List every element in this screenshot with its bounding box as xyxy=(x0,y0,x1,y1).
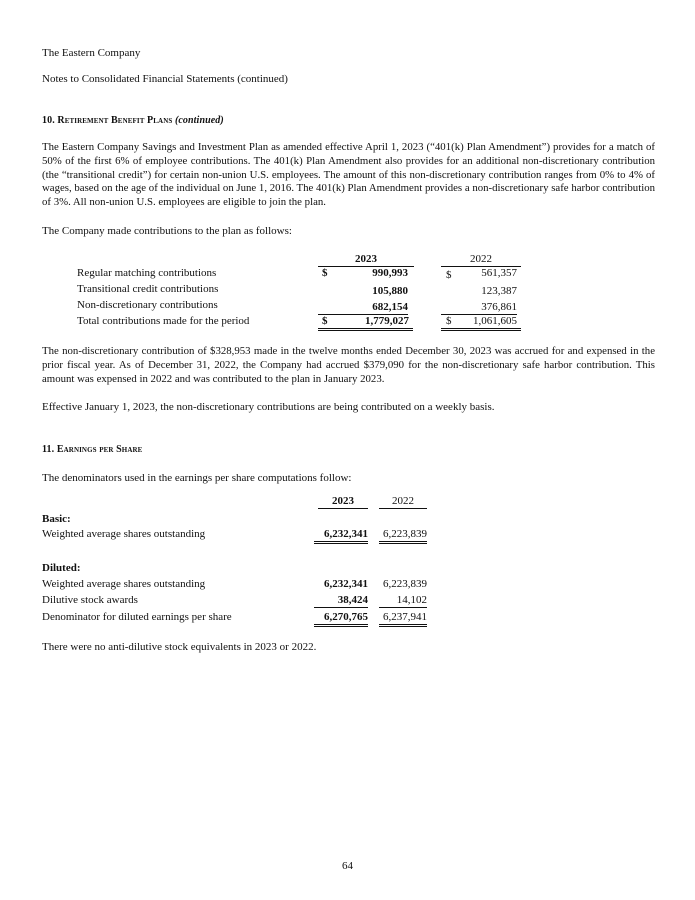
company-name: The Eastern Company xyxy=(42,47,141,59)
dollar-sign: $ xyxy=(322,267,328,279)
dollar-sign: $ xyxy=(446,269,452,281)
section-10-number: 10. xyxy=(42,115,55,126)
total-2022-cell xyxy=(441,314,521,331)
basic-label: Basic: xyxy=(42,513,71,525)
section-11-title: Earnings per Share xyxy=(56,444,143,455)
section-10-title: Retirement Benefit Plans xyxy=(57,115,173,126)
diluted-label: Diluted: xyxy=(42,562,81,574)
value-2023: 38,424 xyxy=(314,593,368,608)
value-2022: 561,357 xyxy=(481,267,517,279)
section-10-paragraph-2: The non-discretionary contribution of $328,953 made in the twelve months ended December 30, 2023 was accrued for and expensed in the prior fiscal year. As of December 31, 2022, the Company had accrued $379,090 for the non-discretionary safe harbor contribution. This amount was expensed in 2022 and was contributed to the plan in January 2023. xyxy=(42,345,655,385)
table-row-label: Non-discretionary contributions xyxy=(77,299,218,311)
value-2022: 6,237,941 xyxy=(379,610,427,627)
col-2023-header: 2023 xyxy=(318,252,414,267)
value-2023: 6,232,341 xyxy=(324,578,368,590)
value-2022: 14,102 xyxy=(379,593,427,608)
value-2023: 1,779,027 xyxy=(365,315,409,327)
value-2022: 1,061,605 xyxy=(473,315,517,327)
section-11-number: 11. xyxy=(42,444,55,455)
value-2023: 105,880 xyxy=(372,285,408,297)
value-2023: 6,270,765 xyxy=(314,610,368,627)
value-2022: 376,861 xyxy=(441,300,517,315)
value-2023: 990,993 xyxy=(372,267,408,279)
value-2023: 682,154 xyxy=(318,300,408,315)
col-2023-header: 2023 xyxy=(318,494,368,509)
dollar-sign: $ xyxy=(446,315,452,327)
total-2023-cell xyxy=(318,314,413,331)
section-10-paragraph-1: The Eastern Company Savings and Investment Plan as amended effective April 1, 2023 (“401(k) Plan Amendment”) provides for a match of 50% of the first 6% of employee contributions. The 401(k) Plan Amendment also provides for an additional non-discretionary contribution (the “transitional credit”) for certain non-union U.S. employees. The amount of this non-discretionary contribution ranges from 0% to 4% of wages, based on the age of the individual on June 1, 2016. The 401(k) Plan Amendment provides a non-discretionary safe harbor contribution of 3%. All non-union U.S. employees are eligible to join the plan. xyxy=(42,141,655,209)
table-row-label: Dilutive stock awards xyxy=(42,594,138,606)
contributions-intro: The Company made contributions to the plan as follows: xyxy=(42,225,292,237)
eps-intro: The denominators used in the earnings per share computations follow: xyxy=(42,472,352,484)
col-2022-header: 2022 xyxy=(441,252,521,267)
anti-dilutive-note: There were no anti-dilutive stock equivalents in 2023 or 2022. xyxy=(42,641,317,653)
value-2023: 6,232,341 xyxy=(314,527,368,544)
table-row-label: Transitional credit contributions xyxy=(77,283,219,295)
section-10-heading xyxy=(42,115,224,126)
section-10-suffix: (continued) xyxy=(174,115,224,126)
page-subtitle: Notes to Consolidated Financial Statements (continued) xyxy=(42,73,288,85)
section-10-paragraph-3: Effective January 1, 2023, the non-discretionary contributions are being contributed on a weekly basis. xyxy=(42,401,495,413)
table-row-label: Weighted average shares outstanding xyxy=(42,578,206,590)
section-11-heading xyxy=(42,444,142,455)
page-number: 64 xyxy=(342,860,353,872)
value-2022: 6,223,839 xyxy=(379,527,427,544)
dollar-sign: $ xyxy=(322,315,328,327)
value-2022: 123,387 xyxy=(481,285,517,297)
table-row-label: Weighted average shares outstanding xyxy=(42,528,206,540)
table-row-label: Denominator for diluted earnings per share xyxy=(42,611,232,623)
value-2022: 6,223,839 xyxy=(383,578,427,590)
table-row-label: Total contributions made for the period xyxy=(77,315,250,327)
table-row-label: Regular matching contributions xyxy=(77,267,217,279)
col-2022-header: 2022 xyxy=(379,494,427,509)
